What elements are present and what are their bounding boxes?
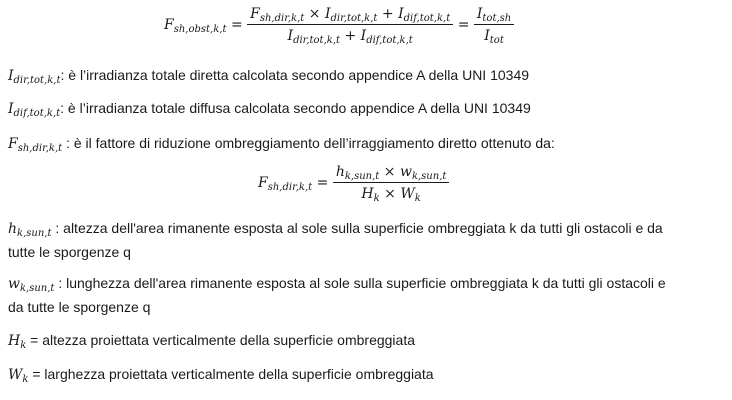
definition-irradiance-diffuse [8, 97, 531, 121]
formula1-equals: = [230, 17, 243, 33]
symbol-w-sun: $w_{k,sun,t}$ [8, 276, 55, 294]
formula1-fraction-ratio [474, 6, 514, 44]
definition-shading-factor-text: : è il fattore di riduzione ombreggiamento dell’irraggiamento diretto ottenuto da: [62, 135, 555, 151]
formula1-fraction-main [247, 6, 453, 44]
formula2-denominator: $H_k \times W_k$ [361, 186, 421, 204]
definition-shading-factor [8, 132, 555, 156]
definition-width-sun-line1: : lunghezza dell'area rimanente esposta al sole sulla superficie ombreggiata k da tutti gli ostacoli e [54, 275, 666, 291]
formula1-ratio-numerator: $I_{tot,sh}$ [474, 6, 514, 25]
definition-irradiance-direct [8, 64, 529, 88]
definition-irradiance-diffuse-text: : è l’irradianza totale diffusa calcolata secondo appendice A della UNI 10349 [60, 100, 531, 116]
formula-shading-direct [258, 164, 449, 202]
formula2-lhs: $F_{sh,dir,k,t}$ [258, 175, 313, 193]
symbol-i-dif: $I_{dif,tot,k,t}$ [8, 101, 61, 119]
formula2-equals: = [316, 175, 329, 191]
formula1-ratio-denominator: $I_{tot}$ [484, 28, 504, 46]
symbol-H-k: $H_k$ [8, 333, 27, 351]
formula-shading-obstacle [164, 6, 514, 44]
definition-height-sun-line1: : altezza dell'area rimanente esposta al sole sulla superficie ombreggiata k da tutti gli ostacoli e da [51, 220, 663, 236]
symbol-W-k: $W_k$ [8, 367, 29, 385]
definition-projected-height [8, 329, 415, 353]
definition-height-sun-line2: tutte le sporgenze q [8, 244, 131, 260]
formula2-fraction [333, 164, 450, 202]
formula1-numerator: $F_{sh,dir,k,t} \times I_{dir,tot,k,t} + I_{dif,tot,k,t}$ [247, 6, 453, 25]
symbol-h-sun: $h_{k,sun,t}$ [8, 221, 52, 239]
symbol-f-sh-dir: $F_{sh,dir,k,t}$ [8, 136, 63, 154]
definition-width-sun-line2: da tutte le sporgenze q [8, 299, 151, 315]
definition-projected-height-text: = altezza proiettata verticalmente della superficie ombreggiata [26, 332, 415, 348]
formula1-denominator: $I_{dir,tot,k,t} + I_{dif,tot,k,t}$ [287, 28, 413, 46]
definition-irradiance-direct-text: : è l’irradianza totale diretta calcolata secondo appendice A della UNI 10349 [60, 67, 530, 83]
formula1-lhs: $F_{sh,obst,k,t}$ [164, 17, 227, 35]
definition-width-sun [8, 272, 666, 319]
formula2-numerator: $h_{k,sun,t} \times w_{k,sun,t}$ [333, 164, 450, 183]
definition-projected-width-text: = larghezza proiettata verticalmente della superficie ombreggiata [28, 366, 434, 382]
formula1-equals-2: = [457, 17, 470, 33]
definition-projected-width [8, 363, 434, 387]
definition-height-sun [8, 217, 663, 264]
symbol-i-dir: $I_{dir,tot,k,t}$ [8, 68, 61, 86]
